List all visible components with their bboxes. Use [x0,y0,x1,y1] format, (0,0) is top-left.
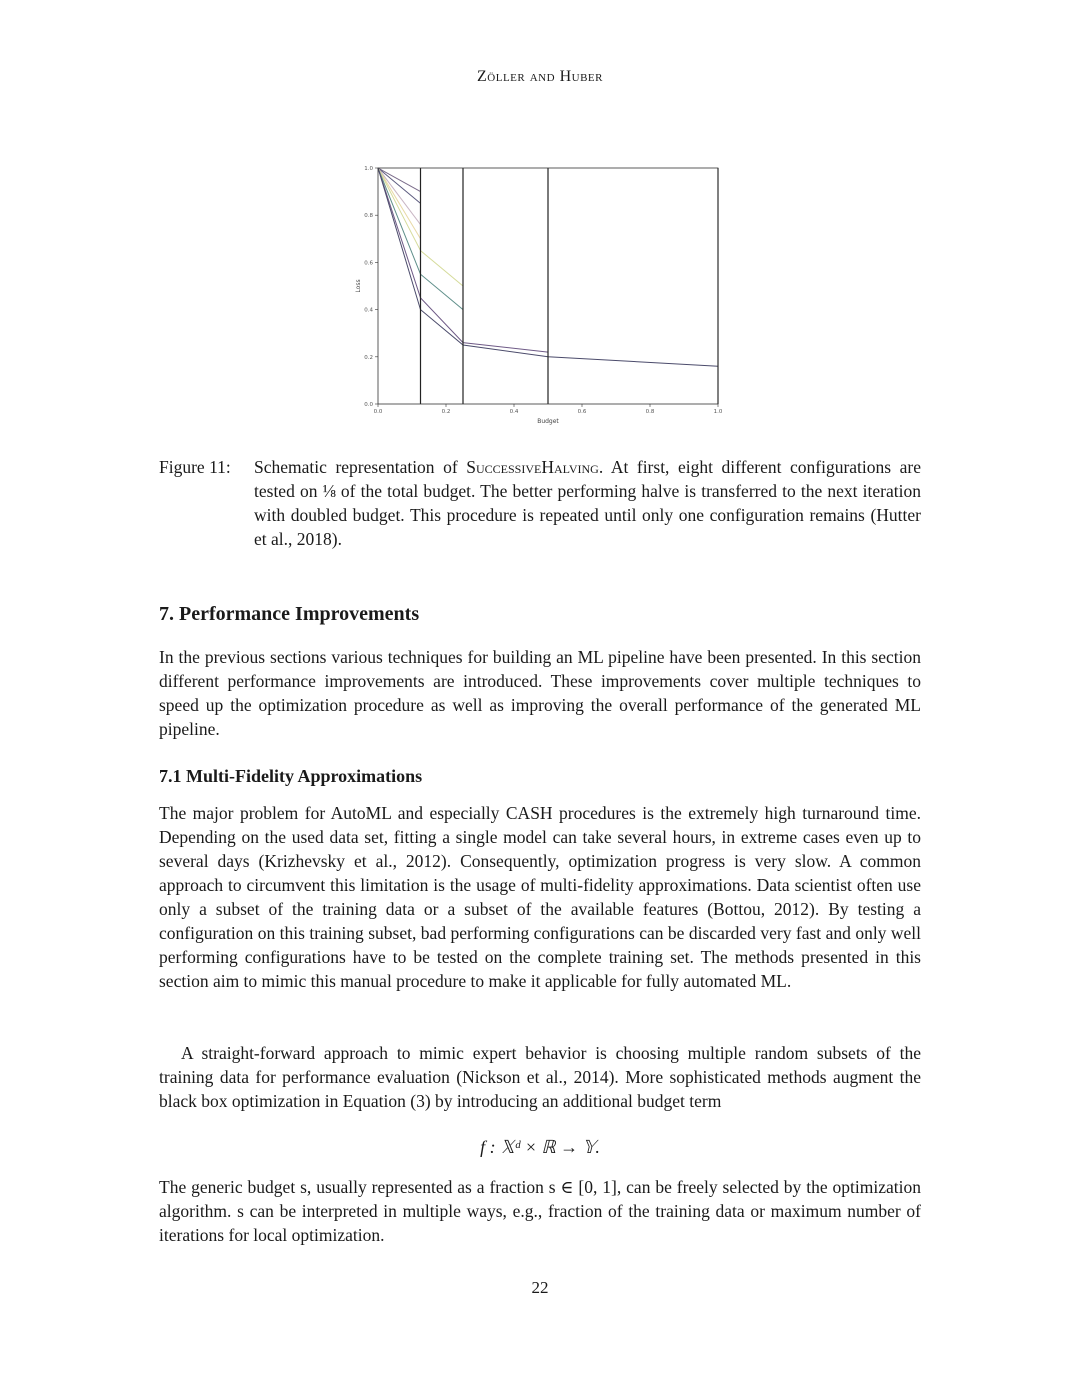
y-tick-label: 0.2 [364,354,373,361]
x-tick-label: 0.2 [441,409,451,415]
caption-label: Figure 11: [159,457,231,477]
multi-fidelity-paragraph-3: The generic budget s, usually represented as a fraction s ∈ [0, 1], can be freely selected by the optimization algorithm. s can be interpreted in multiple ways, e.g., fraction of the training data or maximum number of iterations for local optimization. [159,1177,921,1245]
y-tick-label: 0.0 [364,402,373,408]
x-tick-label: 0.8 [645,409,655,415]
multi-fidelity-paragraph-1: The major problem for AutoML and especially CASH procedures is the extremely high turnaround time. Depending on the used data set, fitting a single model can take several hours, in extreme cases even up to several days (Krizhevsky et al., 2012). Consequently, optimization progress is very slow. A common approach to circumvent this limitation is the usage of multi-fidelity approximations. Data scientist often use only a subset of the training data or a subset of the available features (Bottou, 2012). By testing a configuration on this training subset, bad performing configurations can be discarded very fast and only well performing configurations have to be tested on the complete training set. The methods presented in this section aim to mimic this manual procedure to make it applicable for fully automated ML. [159,803,921,991]
series-line-config-4 [378,168,421,239]
running-head: Zöller and Huber [477,68,603,85]
budget-equation: f : 𝕏ᵈ × ℝ → 𝕐. [480,1137,600,1157]
y-tick-label: 0.4 [364,307,373,314]
caption-text-post: . At first, eight different configurations are tested on ⅛ of the total budget. The better performing halve is transferred to the next iteration with doubled budget. This procedure is repeated until only one configuration remains (Hutter et al., 2018). [254,457,922,549]
loss-vs-budget-chart [350,155,730,430]
section-heading: 7. Performance Improvements [159,603,420,625]
y-tick-label: 0.6 [364,260,373,267]
figure-caption [159,455,921,551]
x-tick-label: 1.0 [713,409,723,415]
x-tick-label: 0.6 [577,409,587,415]
section-intro-paragraph: In the previous sections various techniques for building an ML pipeline have been presented. In this section different performance improvements are introduced. These improvements cover multiple techniques to speed up the optimization procedure as well as improving the overall performance of the generated ML pipeline. [159,647,921,739]
x-tick-label: 0.0 [373,409,383,415]
subsection-heading: 7.1 Multi-Fidelity Approximations [159,766,423,786]
multi-fidelity-paragraph-2: A straight-forward approach to mimic expert behavior is choosing multiple random subsets of the training data for performance evaluation (Nickson et al., 2014). More sophisticated methods augment the black box optimization in Equation (3) by introducing an additional budget term [159,1043,921,1111]
caption-text-pre: Schematic representation of [254,457,467,477]
page-number: 22 [531,1278,549,1297]
x-axis-ticks [374,404,723,415]
series-line-config-2 [378,168,421,203]
successive-halving-figure [350,155,730,430]
budget-stage-lines [421,168,719,404]
caption-text [254,455,921,551]
y-tick-label: 1.0 [364,166,373,172]
y-tick-label: 0.8 [364,213,373,220]
algorithm-name: SuccessiveHalving [466,457,599,477]
x-axis-label: Budget [537,418,559,425]
x-tick-label: 0.4 [509,409,519,415]
y-axis-ticks [364,166,378,408]
y-axis-label: Loss [355,279,362,293]
series-line-config-3 [378,168,421,225]
